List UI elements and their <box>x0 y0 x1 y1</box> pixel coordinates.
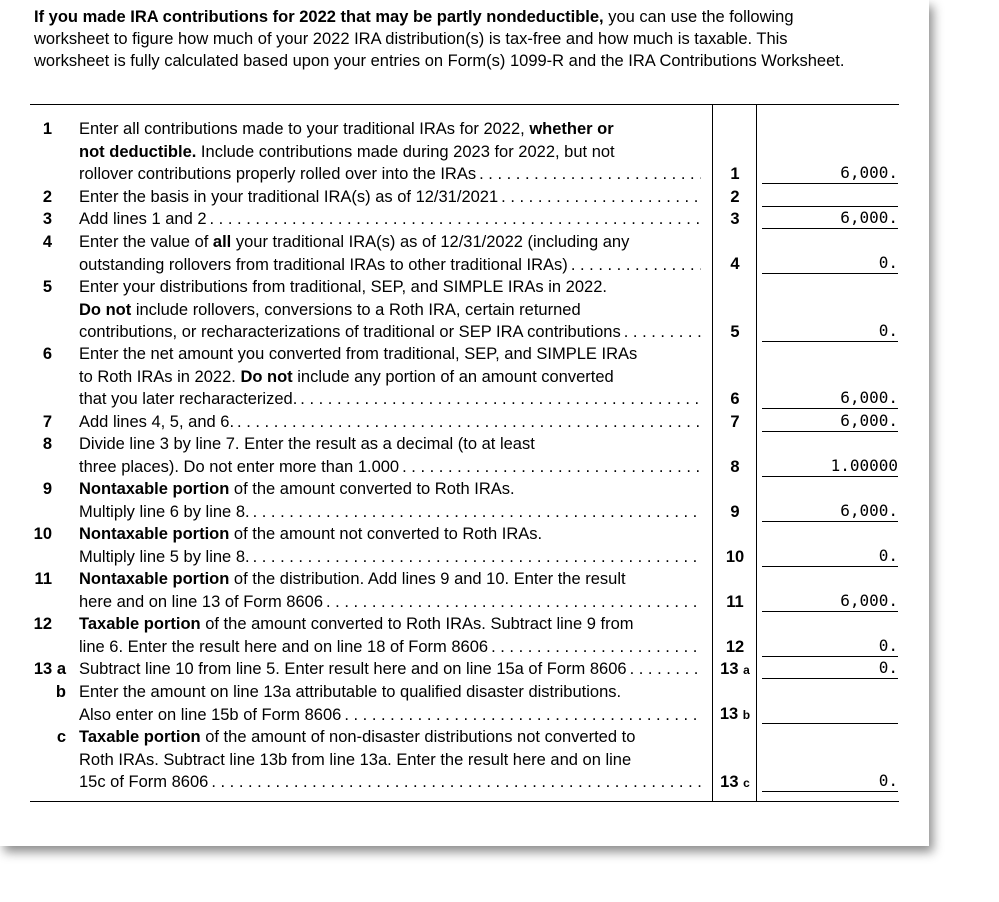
line-7-text: Add lines 4, 5, and 6. . . . <box>79 411 701 434</box>
line-4-text: Enter the value of all your traditional IRA(s) as of 12/31/2022 (including any outstanding rollovers from traditional IRAs to other traditional IRAs) . . . <box>79 231 701 276</box>
line-number-10: 10 <box>33 525 52 543</box>
line-box-5: 5 <box>730 323 740 341</box>
line-10-amount[interactable]: 0. <box>762 546 898 567</box>
line-box-13b: 13 b <box>719 705 751 723</box>
box-column-right-rule <box>756 104 757 802</box>
line-11-text: Nontaxable portion of the distribution. Add lines 9 and 10. Enter the result here and on line 13 of Form 8606 . . . <box>79 568 701 613</box>
line-13b-text: Enter the amount on line 13a attributable to qualified disaster distributions. Also enter on line 15b of Form 8606 . . . <box>79 681 701 726</box>
line-box-7: 7 <box>730 413 740 431</box>
line-12-amount[interactable]: 0. <box>762 636 898 657</box>
line-7-amount[interactable]: 6,000. <box>762 411 898 432</box>
line-1-text: Enter all contributions made to your traditional IRAs for 2022, whether or not deductible. Include contributions made during 2023 for 2022, but not rollover contributions properly rolled over into the IRAs . . . <box>79 118 701 186</box>
line-8-text: Divide line 3 by line 7. Enter the result as a decimal (to at least three places). Do not enter more than 1.000 . . . <box>79 433 701 478</box>
intro-text: you can use the following worksheet to figure how much of your 2022 IRA distribution(s) is tax-free and how much is taxable. This worksheet is fully calculated based upon your entries on Form(s) 1099-R and the IRA Contributions Worksheet. <box>34 8 845 70</box>
line-13c-text: Taxable portion of the amount of non-disaster distributions not converted to Roth IRAs. Subtract line 13b from line 13a. Enter the result here and on line 15c of Form 8606 . . . <box>79 726 701 794</box>
line-6-text: Enter the net amount you converted from traditional, SEP, and SIMPLE IRAs to Roth IRAs in 2022. Do not include any portion of an amount converted that you later recharacterized. . . . <box>79 343 701 411</box>
line-9-text: Nontaxable portion of the amount converted to Roth IRAs. Multiply line 6 by line 8. . . . <box>79 478 701 523</box>
line-box-3: 3 <box>730 210 740 228</box>
line-number-9: 9 <box>42 480 52 498</box>
line-13a-amount[interactable]: 0. <box>762 658 898 679</box>
line-number-13b: b <box>55 683 66 701</box>
intro-bold-lead: If you made IRA contributions for 2022 that may be partly nondeductible, <box>34 8 604 26</box>
line-9-amount[interactable]: 6,000. <box>762 501 898 522</box>
line-number-7: 7 <box>42 413 52 431</box>
line-13a-text: Subtract line 10 from line 5. Enter result here and on line 15a of Form 8606 . . . <box>79 658 701 681</box>
line-6-amount[interactable]: 6,000. <box>762 388 898 409</box>
line-5-amount[interactable]: 0. <box>762 321 898 342</box>
line-12-text: Taxable portion of the amount converted to Roth IRAs. Subtract line 9 from line 6. Enter the result here and on line 18 of Form 8606 . . . <box>79 613 701 658</box>
line-3-text: Add lines 1 and 2 . . . <box>79 208 701 231</box>
line-box-13c: 13 c <box>720 773 750 791</box>
line-2-text: Enter the basis in your traditional IRA(s) as of 12/31/2021 . . . <box>79 186 701 209</box>
line-number-8: 8 <box>42 435 52 453</box>
line-number-6: 6 <box>42 345 52 363</box>
line-5-text: Enter your distributions from traditional, SEP, and SIMPLE IRAs in 2022. Do not include rollovers, conversions to a Roth IRA, certain returned contributions, or recharacterizations of traditional or SEP IRA contributions . . . <box>79 276 701 344</box>
box-column-left-rule <box>712 104 713 802</box>
intro-paragraph <box>34 6 864 72</box>
line-box-9: 9 <box>730 503 740 521</box>
line-box-1: 1 <box>730 165 740 183</box>
line-2-amount[interactable] <box>762 186 898 207</box>
line-box-2: 2 <box>730 188 740 206</box>
line-number-13a: 13 a <box>33 660 66 678</box>
line-13c-amount[interactable]: 0. <box>762 771 898 792</box>
line-4-amount[interactable]: 0. <box>762 253 898 274</box>
line-box-8: 8 <box>730 458 740 476</box>
line-13b-amount[interactable] <box>762 703 898 724</box>
line-11-amount[interactable]: 6,000. <box>762 591 898 612</box>
line-box-4: 4 <box>730 255 740 273</box>
line-box-10: 10 <box>725 548 745 566</box>
line-1-amount[interactable]: 6,000. <box>762 163 898 184</box>
line-box-12: 12 <box>725 638 745 656</box>
line-10-text: Nontaxable portion of the amount not converted to Roth IRAs. Multiply line 5 by line 8. . . . <box>79 523 701 568</box>
line-3-amount[interactable]: 6,000. <box>762 208 898 229</box>
bottom-rule <box>30 801 899 802</box>
line-number-12: 12 <box>33 615 52 633</box>
line-number-3: 3 <box>42 210 52 228</box>
line-number-11: 11 <box>34 570 52 588</box>
line-number-5: 5 <box>42 278 52 296</box>
line-number-4: 4 <box>42 233 52 251</box>
top-rule <box>30 104 899 105</box>
line-number-13c: c <box>56 728 66 746</box>
line-number-1: 1 <box>42 120 52 138</box>
line-number-2: 2 <box>42 188 52 206</box>
line-box-6: 6 <box>730 390 740 408</box>
line-box-13a: 13 a <box>720 660 750 678</box>
line-8-amount[interactable]: 1.00000 <box>762 456 898 477</box>
line-box-11: 11 <box>726 593 744 611</box>
